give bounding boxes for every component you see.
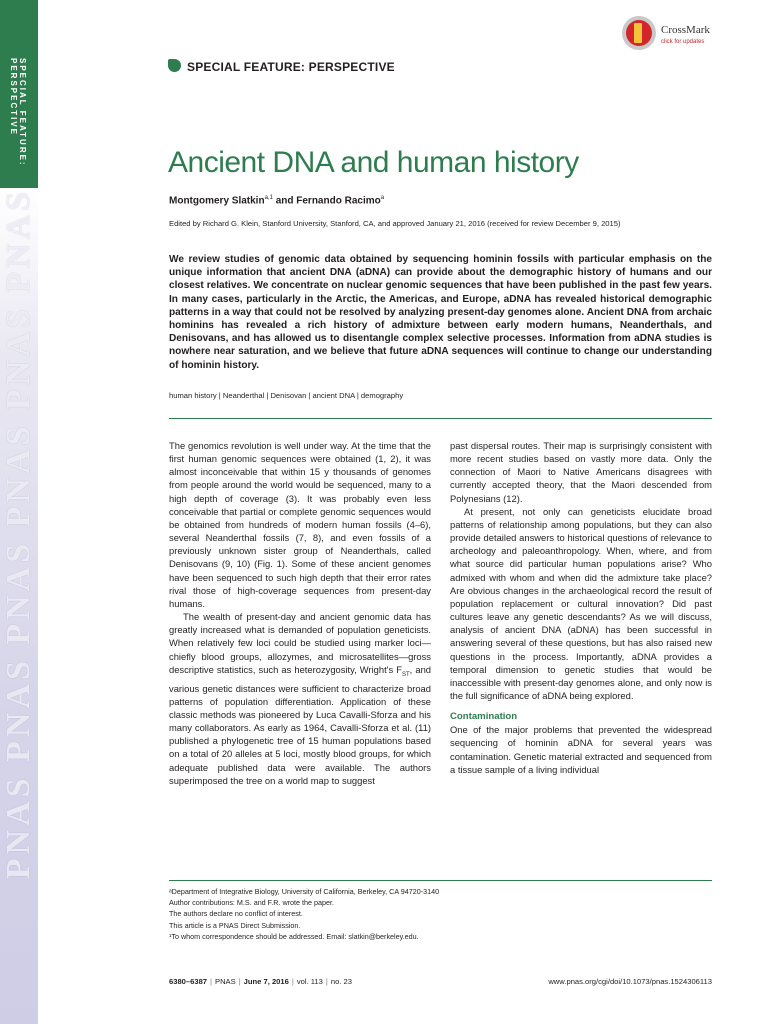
crossmark-sublabel: click for updates (661, 39, 705, 45)
footnote: ᵃDepartment of Integrative Biology, University of California, Berkeley, CA 94720-3140 (169, 887, 440, 896)
author-line: Montgomery Slatkin$^{a,1}$ and Fernando Racimo$^a$ (169, 195, 385, 207)
citation-info: 6380–6387 | PNAS | June 7, 2016 | vol. 113 | no. 23 (169, 977, 352, 986)
paragraph: past dispersal routes. Their map is surprisingly consistent with more recent studies based on vastly more data. Only the connection of Maori to Native Americans disagrees with currently accepted theory, that the Maori descended from Polynesians (12). (450, 440, 712, 504)
author-link[interactable]: Fernando Racimo (296, 195, 381, 207)
body-column-left (169, 439, 431, 787)
sidebar-pnas-watermark (0, 188, 38, 1024)
footnote: This article is a PNAS Direct Submission. (169, 920, 301, 930)
doi-link[interactable]: www.pnas.org/cgi/doi/10.1073/pnas.1524306113 (548, 977, 712, 986)
footnote: The authors declare no conflict of interest. (169, 909, 303, 919)
sidebar-section-band (0, 0, 38, 188)
author-link[interactable]: Montgomery Slatkin (169, 195, 265, 207)
paragraph: At present, not only can geneticists elucidate broad patterns of relationship among populations, but they can also provide detailed answers to historical questions of relevance to archeology and paleoanthropology. When, where, and from what source did particular human populations arise? Who admixed with whom and when did the admixture take place? Are obvious changes in the archaeological record the result of population replacement or cultural innovation? Did past cultures leave any genetic descendants? As we will discuss, analysis of ancient DNA (aDNA) has been successful in answering several of these questions, but has also raised new questions in the process. Importantly, aDNA provides a temporal dimension to genetic studies that would be inaccessible with present-day genomes alone, and only now is the full significance of aDNA being explored. (450, 505, 712, 701)
footnotes (169, 886, 439, 942)
paragraph: The wealth of present-day and ancient genomic data has greatly increased what is demanded of population geneticists. When relatively few loci could be studied using marker loci—chiefly blood groups, allozymes, and microsatellites—gross descriptive statistics, such as heterozygosity, Wright's $F_{ST}$, and various genetic distances were sufficient to characterize broad patterns of population differentiation. Application of these classic methods was pioneered by Luca Cavalli-Sforza and his many collaborators. As early as 1964, Cavalli-Sforza et al. (11) published a phylogenetic tree of 15 human populations based on a total of 20 alleles at 5 loci, mostly blood groups, for which adequate published data were available. The authors superimposed the tree on a world map to suggest (169, 611, 431, 786)
crossmark-icon (622, 16, 656, 50)
pnas-watermark-text: PNAS PNAS PNAS PNAS PNAS PNAS (0, 188, 37, 880)
sidebar-section-label: SPECIAL FEATURE: PERSPECTIVE (9, 58, 27, 167)
abstract: We review studies of genomic data obtained by sequencing hominin fossils with particular emphasis on the unique information that ancient DNA (aDNA) can provide about the demographic history of humans and our closest relatives. We concentrate on nuclear genomic sequences that have been published in the past few years. In many cases, particularly in the Arctic, the Americas, and Europe, aDNA has revealed historical demographic patterns in a way that could not be resolved by analyzing present-day genomes alone. Ancient DNA from archaic hominins has revealed a rich history of admixture between early modern humans, Neanderthals, and Denisovans, and has allowed us to disentangle complex selective processes. Information from aDNA studies is nowhere near saturation, and we believe that future aDNA sequences will continue to change our understanding of hominin history. (169, 254, 712, 371)
edited-by-line: Edited by Richard G. Klein, Stanford University, Stanford, CA, and approved January 21, 2016 (received for review December 9, 2015) (169, 219, 621, 228)
paragraph: One of the major problems that prevented the widespread sequencing of hominin aDNA for several years was contamination. Genetic material extracted and sequenced from a tissue sample of a living individual (450, 724, 712, 775)
crossmark-label: CrossMark (661, 24, 710, 36)
paragraph: The genomics revolution is well under way. At the time that the first human genomic sequences were obtained (1, 2), it was almost inconceivable that within 15 y thousands of genomes from people around the world would be sequenced, many to a high depth of coverage (3). It was probably even less conceivable that partial or complete genomic sequences would be obtained from hundreds of modern human fossils (4–6), several Neanderthal fossils (7, 8), and even fossils of a previously unknown sister group of Neanderthals, called Denisovans (9, 10) (Fig. 1). Some of these ancient genomes have been sequenced to such high depth that their error rates rival those of high-coverage sequences from present-day humans. (169, 440, 431, 609)
section-label: SPECIAL FEATURE: PERSPECTIVE (187, 60, 395, 74)
article-title: Ancient DNA and human history (168, 146, 579, 179)
divider (169, 880, 712, 881)
body-column-right (450, 439, 712, 776)
footnote: Author contributions: M.S. and F.R. wrote the paper. (169, 898, 334, 908)
keywords: human history | Neanderthal | Denisovan | ancient DNA | demography (169, 391, 404, 400)
footnote: ¹To whom correspondence should be addressed. Email: slatkin@berkeley.edu. (169, 931, 419, 941)
crossmark-badge[interactable] (622, 14, 722, 54)
section-heading: Contamination (450, 711, 518, 723)
divider (169, 418, 712, 419)
